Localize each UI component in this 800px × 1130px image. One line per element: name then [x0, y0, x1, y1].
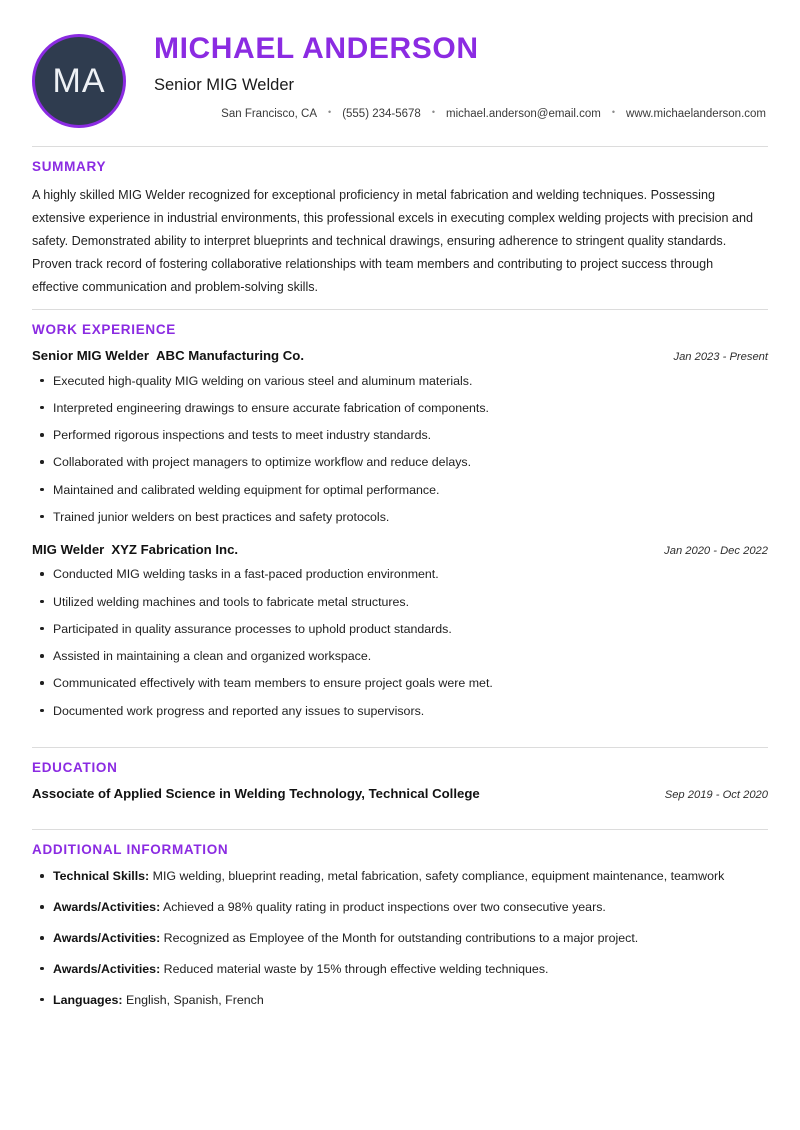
info-label: Languages: — [53, 992, 123, 1007]
work-entry-role: Senior MIG Welder — [32, 348, 150, 364]
info-value: Reduced material waste by 15% through effective welding techniques. — [163, 961, 549, 976]
work-entry-head — [32, 541, 768, 559]
contact-separator-icon: • — [611, 107, 616, 118]
list-item: Executed high-quality MIG welding on various steel and aluminum materials. — [32, 372, 768, 391]
work-entry — [32, 541, 768, 721]
list-item: Participated in quality assurance processes to uphold product standards. — [32, 620, 768, 639]
education-entry — [32, 785, 768, 803]
list-item: Communicated effectively with team members to ensure project goals were met. — [32, 674, 768, 693]
section-summary — [32, 147, 768, 299]
work-entry-bullets — [32, 565, 768, 720]
contact-line — [154, 108, 768, 122]
info-value: Achieved a 98% quality rating in product inspections over two consecutive years. — [162, 900, 606, 915]
summary-text: A highly skilled MIG Welder recognized for exceptional proficiency in metal fabrication and welding techniques. Possessing extensive experience in industrial environments, this professional excels in executing complex welding projects with precision and safety. Demonstrated ability to interpret blueprints and technical drawings, ensuring adherence to stringent quality standards. Proven track record of fostering collaborative relationships with team members and contributing to project success through effective communication and problem-solving skills. — [32, 188, 754, 295]
list-item: Interpreted engineering drawings to ensure accurate fabrication of components. — [32, 399, 768, 418]
work-entry-date: Jan 2023 - Present — [673, 351, 768, 364]
work-entry-heading — [32, 541, 238, 559]
info-value: Recognized as Employee of the Month for outstanding contributions to a major project. — [163, 930, 639, 945]
contact-email[interactable]: michael.anderson@email.com — [446, 107, 601, 120]
info-label: Awards/Activities: — [53, 930, 161, 945]
section-work-experience — [32, 310, 768, 721]
education-date: Sep 2019 - Oct 2020 — [664, 788, 768, 801]
info-label: Awards/Activities: — [53, 961, 161, 976]
header-main — [132, 28, 768, 122]
work-entry-company: ABC Manufacturing Co. — [156, 348, 305, 364]
contact-separator-icon: • — [328, 107, 332, 118]
contact-phone: (555) 234-5678 — [342, 107, 421, 120]
additional-information-list — [32, 867, 768, 1010]
avatar-container — [32, 28, 132, 128]
list-item — [32, 960, 768, 980]
list-item — [32, 898, 768, 918]
list-item: Conducted MIG welding tasks in a fast-paced production environment. — [32, 565, 768, 584]
info-label: Technical Skills: — [53, 869, 150, 884]
list-item: Assisted in maintaining a clean and organized workspace. — [32, 647, 768, 666]
contact-website[interactable]: www.michaelanderson.com — [626, 107, 766, 120]
work-entry-bullets — [32, 372, 768, 527]
list-item: Maintained and calibrated welding equipment for optimal performance. — [32, 481, 768, 500]
work-entry-role: MIG Welder — [32, 541, 105, 557]
section-title-work-experience: WORK EXPERIENCE — [32, 322, 177, 338]
list-item: Trained junior welders on best practices and safety protocols. — [32, 508, 768, 527]
list-item: Utilized welding machines and tools to fabricate metal structures. — [32, 593, 768, 612]
info-label: Awards/Activities: — [53, 900, 161, 915]
info-value: English, Spanish, French — [126, 992, 264, 1007]
contact-location: San Francisco, CA — [221, 107, 318, 120]
info-value: MIG welding, blueprint reading, metal fabrication, safety compliance, equipment maintenance, teamwork — [152, 869, 725, 884]
section-education — [32, 748, 768, 803]
job-title: Senior MIG Welder — [154, 75, 294, 94]
work-entry-date: Jan 2020 - Dec 2022 — [664, 544, 768, 557]
section-title-education: EDUCATION — [32, 759, 118, 775]
education-entry-head — [32, 785, 768, 803]
resume-header — [32, 28, 768, 136]
list-item: Collaborated with project managers to optimize workflow and reduce delays. — [32, 453, 768, 472]
contact-separator-icon: • — [431, 107, 435, 118]
avatar: MA — [32, 34, 126, 128]
list-item: Performed rigorous inspections and tests to meet industry standards. — [32, 426, 768, 445]
section-title-summary: SUMMARY — [32, 159, 107, 174]
page-title: MICHAEL ANDERSON — [154, 32, 479, 65]
work-entry-head — [32, 347, 768, 365]
section-additional-information — [32, 830, 768, 1010]
work-entry-heading — [32, 347, 304, 365]
list-item — [32, 929, 768, 949]
list-item: Documented work progress and reported any issues to supervisors. — [32, 702, 768, 721]
section-title-additional-information: ADDITIONAL INFORMATION — [32, 842, 229, 858]
work-entry — [32, 347, 768, 527]
education-degree: Associate of Applied Science in Welding Technology, Technical College — [32, 785, 480, 801]
work-entry-company: XYZ Fabrication Inc. — [111, 541, 239, 557]
list-item — [32, 991, 768, 1011]
list-item — [32, 867, 768, 887]
